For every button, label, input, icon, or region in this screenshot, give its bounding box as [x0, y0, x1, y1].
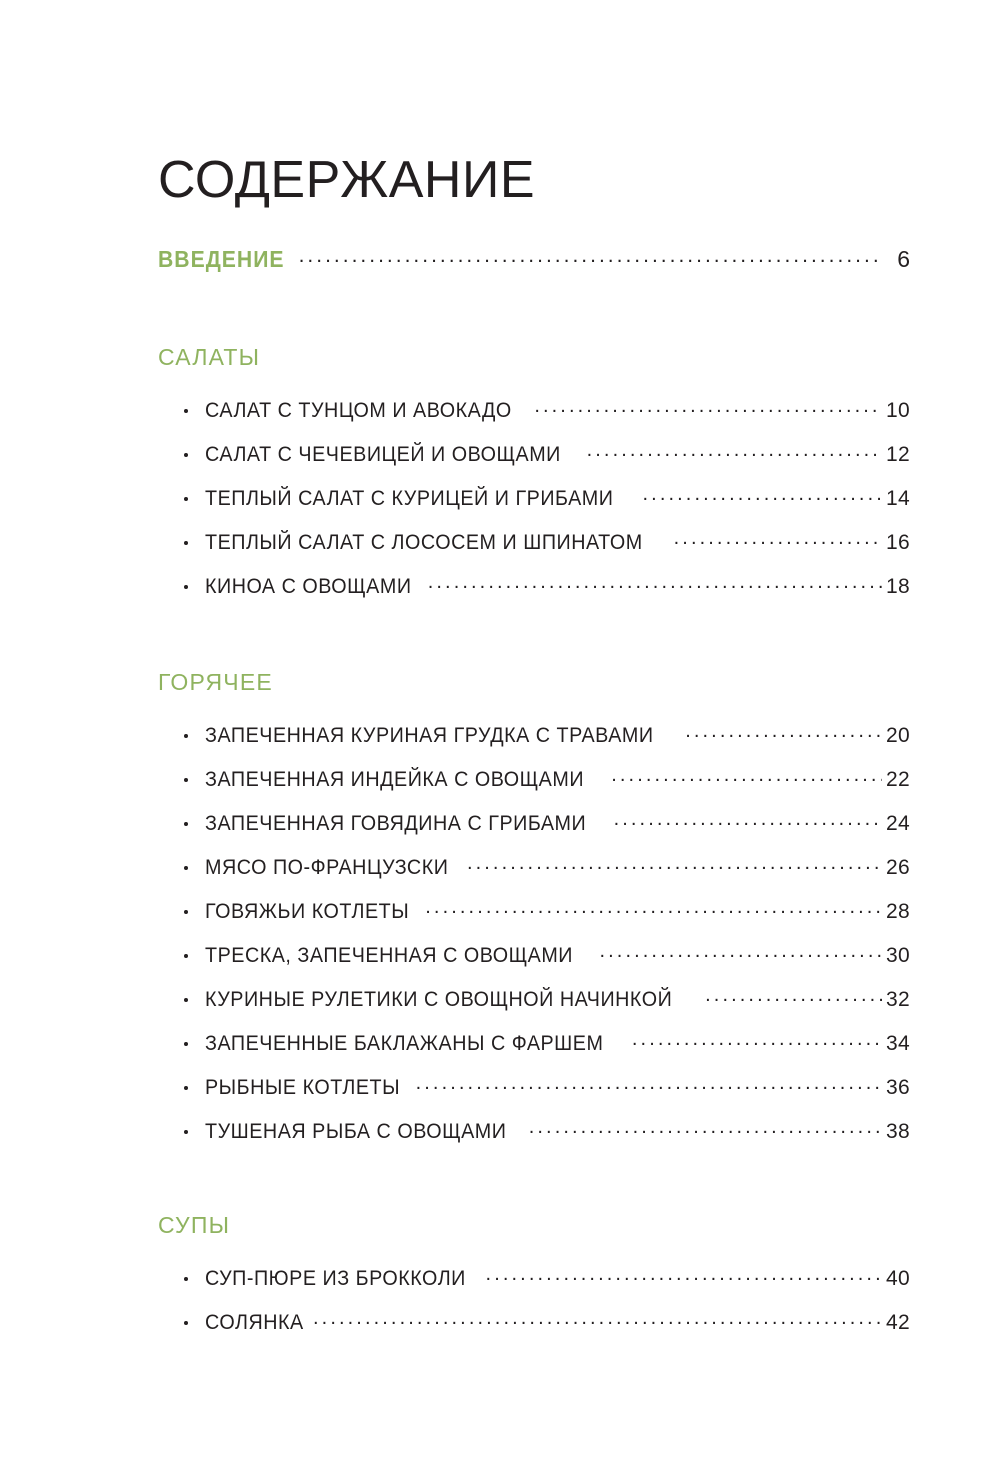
bullet-icon	[184, 585, 188, 589]
dot-leader	[425, 902, 882, 918]
toc-entry-page-number: 18	[886, 575, 910, 598]
dot-leader	[416, 1078, 882, 1094]
toc-content	[158, 246, 910, 1345]
bullet-icon	[184, 910, 188, 914]
toc-entry-label: ТЕПЛЫЙ САЛАТ С КУРИЦЕЙ И ГРИБАМИ	[205, 487, 614, 510]
dot-leader	[632, 1034, 882, 1050]
toc-entry[interactable]	[158, 389, 910, 433]
toc-entry-row	[205, 944, 910, 968]
toc-entry-label: МЯСО ПО-ФРАНЦУЗСКИ	[205, 856, 449, 879]
toc-entry[interactable]	[158, 934, 910, 978]
toc-entry[interactable]	[158, 1110, 910, 1154]
toc-entry[interactable]	[158, 978, 910, 1022]
bullet-icon	[184, 1321, 188, 1325]
toc-entry-page-number: 30	[886, 944, 910, 967]
toc-entry[interactable]	[158, 714, 910, 758]
toc-entry-label: ЗАПЕЧЕННАЯ ГОВЯДИНА С ГРИБАМИ	[205, 812, 587, 835]
toc-entry-page-number: 42	[886, 1311, 910, 1334]
dot-leader	[529, 1122, 882, 1138]
toc-entry[interactable]	[158, 1066, 910, 1110]
toc-entry-label: САЛАТ С ЧЕЧЕВИЦЕЙ И ОВОЩАМИ	[205, 443, 561, 466]
dot-leader	[611, 770, 882, 786]
dot-leader	[643, 489, 882, 505]
bullet-icon	[184, 497, 188, 501]
dot-leader	[313, 1313, 882, 1329]
dot-leader	[299, 251, 882, 267]
toc-entry-label: ЗАПЕЧЕННАЯ ИНДЕЙКА С ОВОЩАМИ	[205, 768, 585, 791]
toc-entry-row	[205, 988, 910, 1012]
toc-entry[interactable]	[158, 846, 910, 890]
toc-entry-row	[205, 1076, 910, 1100]
bullet-icon	[184, 1086, 188, 1090]
bullet-icon	[184, 1042, 188, 1046]
dot-leader	[685, 726, 882, 742]
toc-entry-row	[205, 1120, 910, 1144]
toc-entry-page-number: 36	[886, 1076, 910, 1099]
bullet-icon	[184, 734, 188, 738]
dot-leader	[614, 814, 882, 830]
toc-entry[interactable]	[158, 1257, 910, 1301]
toc-entry-page-number: 16	[886, 531, 910, 554]
toc-entry-label: ТЕПЛЫЙ САЛАТ С ЛОСОСЕМ И ШПИНАТОМ	[205, 531, 643, 554]
toc-entry-page-number: 20	[886, 724, 910, 747]
bullet-icon	[184, 1277, 188, 1281]
dot-leader	[534, 401, 882, 417]
toc-entry-page-number: 12	[886, 443, 910, 466]
toc-entry[interactable]	[158, 1022, 910, 1066]
toc-entry-row	[205, 724, 910, 748]
bullet-icon	[184, 778, 188, 782]
toc-entry-page-number: 34	[886, 1032, 910, 1055]
toc-entry-row	[205, 1032, 910, 1056]
toc-entry-label: КУРИНЫЕ РУЛЕТИКИ С ОВОЩНОЙ НАЧИНКОЙ	[205, 988, 673, 1011]
toc-entry[interactable]	[158, 521, 910, 565]
toc-section	[158, 1212, 910, 1345]
bullet-icon	[184, 1130, 188, 1134]
bullet-icon	[184, 866, 188, 870]
toc-entry[interactable]	[158, 1301, 910, 1345]
toc-section	[158, 344, 910, 609]
toc-entry-row	[205, 575, 910, 599]
toc-entry-page-number: 24	[886, 812, 910, 835]
toc-entry-page-number: 10	[886, 399, 910, 422]
toc-entry-row	[205, 856, 910, 880]
toc-entry-label: КИНОА С ОВОЩАМИ	[205, 575, 412, 598]
toc-entry-label: САЛАТ С ТУНЦОМ И АВОКАДО	[205, 399, 512, 422]
toc-entry-row	[205, 443, 910, 467]
dot-leader	[428, 577, 882, 593]
toc-section	[158, 669, 910, 1154]
toc-entry-row	[205, 1311, 910, 1335]
toc-entry-page-number: 14	[886, 487, 910, 510]
bullet-icon	[184, 409, 188, 413]
toc-entry[interactable]	[158, 802, 910, 846]
bullet-icon	[184, 822, 188, 826]
dot-leader	[674, 533, 882, 549]
toc-entry-page-number: 28	[886, 900, 910, 923]
toc-entry-row	[205, 812, 910, 836]
toc-section-title: СУПЫ	[158, 1212, 231, 1238]
bullet-icon	[184, 998, 188, 1002]
toc-section-title: ГОРЯЧЕЕ	[158, 669, 273, 695]
toc-entry-introduction[interactable]	[158, 246, 910, 280]
toc-entry-label: ВВЕДЕНИЕ	[158, 246, 285, 272]
bullet-icon	[184, 954, 188, 958]
toc-entry[interactable]	[158, 758, 910, 802]
dot-leader	[705, 990, 882, 1006]
toc-entry-label: ЗАПЕЧЕННАЯ КУРИНАЯ ГРУДКА С ТРАВАМИ	[205, 724, 654, 747]
toc-entry-page-number: 40	[886, 1267, 910, 1290]
toc-entry-page-number: 22	[886, 768, 910, 791]
dot-leader	[467, 858, 882, 874]
toc-entry-label: СОЛЯНКА	[205, 1311, 304, 1334]
dot-leader	[486, 1269, 882, 1285]
toc-entry-page-number: 26	[886, 856, 910, 879]
bullet-icon	[184, 453, 188, 457]
dot-leader	[587, 445, 882, 461]
toc-entry[interactable]	[158, 565, 910, 609]
toc-entry[interactable]	[158, 433, 910, 477]
toc-entry[interactable]	[158, 477, 910, 521]
page-title: СОДЕРЖАНИЕ	[158, 150, 536, 209]
toc-entry-row	[205, 768, 910, 792]
toc-entry-page-number: 32	[886, 988, 910, 1011]
toc-entry-label: ЗАПЕЧЕННЫЕ БАКЛАЖАНЫ С ФАРШЕМ	[205, 1032, 604, 1055]
toc-entry-row	[205, 900, 910, 924]
toc-entry-row	[205, 487, 910, 511]
toc-entry-page-number: 38	[886, 1120, 910, 1143]
toc-entry[interactable]	[158, 890, 910, 934]
toc-entry-label: СУП-ПЮРЕ ИЗ БРОККОЛИ	[205, 1267, 466, 1290]
toc-entry-page-number: 6	[897, 246, 910, 272]
toc-entry-label: РЫБНЫЕ КОТЛЕТЫ	[205, 1076, 401, 1099]
toc-entry-label: ГОВЯЖЬИ КОТЛЕТЫ	[205, 900, 410, 923]
toc-entry-label: ТУШЕНАЯ РЫБА С ОВОЩАМИ	[205, 1120, 507, 1143]
toc-entry-row	[205, 531, 910, 555]
bullet-icon	[184, 541, 188, 545]
toc-entry-label: ТРЕСКА, ЗАПЕЧЕННАЯ С ОВОЩАМИ	[205, 944, 573, 967]
toc-entry-row	[205, 399, 910, 423]
dot-leader	[599, 946, 882, 962]
toc-section-title: САЛАТЫ	[158, 344, 261, 370]
toc-sections	[158, 344, 910, 1345]
toc-entry-row	[205, 1267, 910, 1291]
